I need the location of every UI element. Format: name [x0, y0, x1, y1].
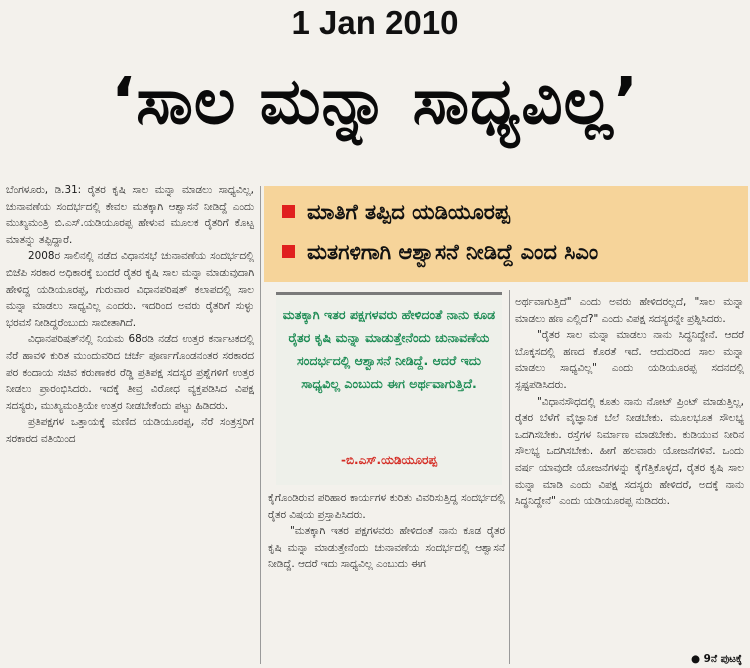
- highlight-line: [282, 196, 510, 228]
- paragraph: ಬೆಂಗಳೂರು, ಡಿ.31: ರೈತರ ಕೃಷಿ ಸಾಲ ಮನ್ನಾ ಮಾಡಲು ಸಾಧ್ಯವಿಲ್ಲ, ಚುನಾವಣೆಯ ಸಂದರ್ಭದಲ್ಲಿ ಕೇವಲ ಮತಕ್ಕಾಗಿ ಆಶ್ವಾಸನೆ ನೀಡಿದ್ದೆ ಎಂದು ಮುಖ್ಯಮಂತ್ರಿ ಬಿ.ಎಸ್.ಯಡಿಯೂರಪ್ಪ ಹೇಳುವ ಮೂಲಕ ರೈತರಿಗೆ ಕೊಟ್ಟ ಮಾತನ್ನು ತಪ್ಪಿದ್ದಾರೆ.: [6, 184, 254, 246]
- headline: ‘ಸಾಲ ಮನ್ನಾ ಸಾಧ್ಯವಿಲ್ಲ’: [110, 65, 640, 139]
- highlight-line: [282, 236, 598, 268]
- red-square-bullet-icon: [282, 245, 295, 258]
- pull-quote: [276, 292, 502, 485]
- red-square-bullet-icon: [282, 205, 295, 218]
- middle-column: [268, 490, 505, 660]
- paragraph: "ರೈತರ ಸಾಲ ಮನ್ನಾ ಮಾಡಲು ನಾನು ಸಿದ್ಧನಿದ್ದೇನೆ. ಆದರೆ ಬೊಕ್ಕಸದಲ್ಲಿ ಹಣದ ಕೊರತೆ ಇದೆ. ಆದುದರಿಂದ ಸಾಲ ಮನ್ನಾ ಮಾಡಲು ಸಾಧ್ಯವಿಲ್ಲ" ಎಂದು ಯಡಿಯೂರಪ್ಪ ಸದನದಲ್ಲಿ ಸ್ಪಷ್ಟಪಡಿಸಿದರು.: [515, 329, 744, 391]
- pull-quote-attribution: -ಬಿ.ಎಸ್.ಯಡಿಯೂರಪ್ಪ: [340, 453, 437, 467]
- highlight-text: ಮತಗಳಿಗಾಗಿ ಆಶ್ವಾಸನೆ ನೀಡಿದ್ದೆ ಎಂದ ಸಿಎಂ: [307, 240, 599, 264]
- date-line: 1 Jan 2010: [291, 4, 459, 41]
- paragraph: 2008ರ ಸಾಲಿನಲ್ಲಿ ನಡೆದ ವಿಧಾನಸಭೆ ಚುನಾವಣೆಯ ಸಂದರ್ಭದಲ್ಲಿ ಬಿಜೆಪಿ ಸರಕಾರ ಅಧಿಕಾರಕ್ಕೆ ಬಂದರೆ ರೈತರ ಕೃಷಿ ಸಾಲ ಮನ್ನಾ ಮಾಡುವುದಾಗಿ ಹೇಳಿದ್ದ ಯಡಿಯೂರಪ್ಪ, ಗುರುವಾರ ವಿಧಾನಪರಿಷತ್ ಕಲಾಪದಲ್ಲಿ ಸಾಲ ಮನ್ನಾ ಮಾಡಲು ಸಾಧ್ಯವಿಲ್ಲ ಎಂದರು. ಇದರಿಂದ ಅವರು ರೈತರಿಗೆ ಸುಳ್ಳು ಭರವಸೆ ನೀಡಿದ್ದರೆಂಬುದು ಸಾಬೀತಾಗಿದೆ.: [6, 250, 254, 329]
- paragraph: "ವಿಧಾನಸೌಧದಲ್ಲಿ ಕೂತು ನಾನು ನೋಟ್ ಪ್ರಿಂಟ್ ಮಾಡುತ್ತಿಲ್ಲ, ರೈತರ ಬೆಳೆಗೆ ವೈಜ್ಞಾನಿಕ ಬೆಲೆ ನೀಡಬೇಕು. ಮೂಲಭೂತ ಸೌಲಭ್ಯ ಒದಗಿಸಬೇಕು. ರಸ್ತೆಗಳ ನಿರ್ಮಾಣ ಮಾಡಬೇಕು. ಕುಡಿಯುವ ನೀರಿನ ಸೌಲಭ್ಯ ಒದಗಿಸಬೇಕು. ಹೀಗೆ ಹಲವಾರು ಯೋಜನೆಗಳಿವೆ. ಒಂದು ವರ್ಷ ಯಾವುದೇ ಯೋಜನೆಗಳನ್ನು ಕೈಗೆತ್ತಿಕೊಳ್ಳದೆ, ರೈತರ ಕೃಷಿ ಸಾಲ ಮನ್ನಾ ಮಾಡಿ ಎಂದು ವಿಪಕ್ಷ ಸದಸ್ಯರು ಹೇಳಿದರೆ, ಅದಕ್ಕೆ ನಾನು ಸಿದ್ಧನಿದ್ದೇನೆ" ಎಂದು ಯಡಿಯೂರಪ್ಪ ನುಡಿದರು.: [515, 395, 744, 508]
- paragraph: ಅರ್ಥವಾಗುತ್ತಿದೆ" ಎಂದು ಅವರು ಹೇಳಿದರಲ್ಲದೆ, "ಸಾಲ ಮನ್ನಾ ಮಾಡಲು ಹಣ ಎಲ್ಲಿದೆ?" ಎಂದು ವಿಪಕ್ಷ ಸದಸ್ಯರನ್ನೇ ಪ್ರಶ್ನಿಸಿದರು.: [515, 296, 744, 325]
- column-divider: [260, 186, 261, 664]
- highlight-text: ಮಾತಿಗೆ ತಪ್ಪಿದ ಯಡಿಯೂರಪ್ಪ: [307, 200, 510, 224]
- continued-on-page: ● 9ನೆ ಪುಟಕ್ಕೆ: [690, 653, 742, 665]
- right-column: [515, 294, 744, 650]
- paragraph: "ಮತಕ್ಕಾಗಿ ಇತರ ಪಕ್ಷಗಳವರು ಹೇಳಿದಂತೆ ನಾನು ಕೂಡ ರೈತರ ಕೃಷಿ ಮನ್ನಾ ಮಾಡುತ್ತೇನೆಂದು ಚುನಾವಣೆಯ ಸಂದರ್ಭದಲ್ಲಿ ಆಶ್ವಾಸನೆ ನೀಡಿದ್ದೆ. ಆದರೆ ಇದು ಸಾಧ್ಯವಿಲ್ಲ ಎಂಬುದು ಈಗ: [268, 525, 505, 571]
- paragraph: ಕೈಗೊಂಡಿರುವ ಪರಿಹಾರ ಕಾರ್ಯಗಳ ಕುರಿತು ವಿವರಿಸುತ್ತಿದ್ದ ಸಂದರ್ಭದಲ್ಲಿ ರೈತರ ವಿಷಯ ಪ್ರಸ್ತಾಪಿಸಿದರು.: [268, 492, 505, 521]
- column-divider: [509, 290, 510, 664]
- highlight-box: [264, 186, 748, 282]
- paragraph: ವಿಧಾನಪರಿಷತ್‌ನಲ್ಲಿ ನಿಯಮ 68ರಡಿ ನಡೆದ ಉತ್ತರ ಕರ್ನಾಟಕದಲ್ಲಿ ನೆರೆ ಹಾವಳಿ ಕುರಿತ ಮುಂದುವರಿದ ಚರ್ಚೆ ಪೂರ್ಣಗೊಂಡನಂತರ ಸರಕಾರದ ಪರ ಕಂದಾಯ ಸಚಿವ ಕರುಣಾಕರ ರೆಡ್ಡಿ ಪ್ರತಿಪಕ್ಷ ಸದಸ್ಯರ ಪ್ರಶ್ನೆಗಳಿಗೆ ಉತ್ತರ ನೀಡಲು ಪ್ರಾರಂಭಿಸಿದರು. ಇದಕ್ಕೆ ತೀವ್ರ ವಿರೋಧ ವ್ಯಕ್ತಪಡಿಸಿದ ವಿಪಕ್ಷ ಸದಸ್ಯರು, ಮುಖ್ಯಮಂತ್ರಿಯೇ ಉತ್ತರ ನೀಡಬೇಕೆಂದು ಪಟ್ಟು ಹಿಡಿದರು.: [6, 333, 254, 412]
- paragraph: ಪ್ರತಿಪಕ್ಷಗಳ ಒತ್ತಾಯಕ್ಕೆ ಮಣಿದ ಯಡಿಯೂರಪ್ಪ, ನೆರೆ ಸಂತ್ರಸ್ತರಿಗೆ ಸರಕಾರದ ವತಿಯಿಂದ: [6, 416, 254, 445]
- pull-quote-text: ಮತಕ್ಕಾಗಿ ಇತರ ಪಕ್ಷಗಳವರು ಹೇಳಿದಂತೆ ನಾನು ಕೂಡ ರೈತರ ಕೃಷಿ ಮನ್ನಾ ಮಾಡುತ್ತೇನೆಂದು ಚುನಾವಣೆಯ ಸಂದರ್ಭದಲ್ಲಿ ಆಶ್ವಾಸನೆ ನೀಡಿದ್ದೆ. ಆದರೆ ಇದು ಸಾಧ್ಯವಿಲ್ಲ ಎಂಬುದು ಈಗ ಅರ್ಥವಾಗುತ್ತಿದೆ.: [282, 307, 496, 391]
- left-column: [6, 182, 254, 668]
